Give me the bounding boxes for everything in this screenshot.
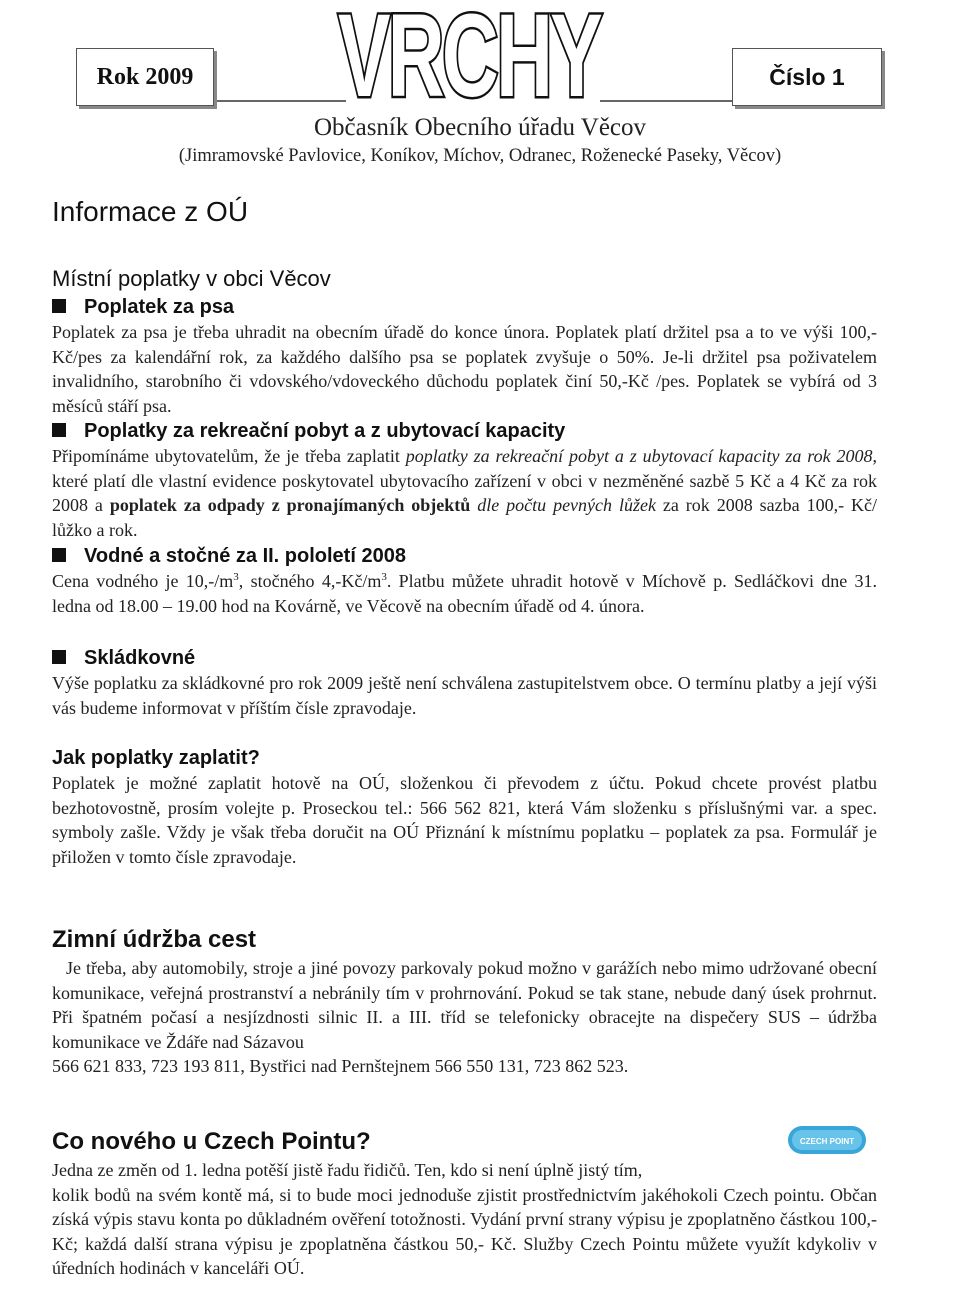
czech-point-logo-text: CZECH POINT [799, 1137, 855, 1146]
dog-fee-block [52, 294, 877, 418]
landfill-fee-title: Skládkovné [84, 647, 196, 669]
recreation-fee-heading [52, 418, 877, 444]
water-fee-text [52, 569, 877, 618]
winter-title: Zimní údržba cest [52, 926, 257, 953]
local-fees-title: Místní poplatky v obci Věcov [52, 266, 331, 291]
landfill-fee-heading [52, 645, 877, 671]
winter-block [52, 956, 877, 1079]
how-to-pay-block [52, 745, 877, 869]
bullet-icon [52, 423, 66, 437]
winter-phones: 566 621 833, 723 193 811, Bystřici nad Pernštejnem 566 550 131, 723 862 523. [52, 1056, 629, 1077]
czech-point-logo-graphic [784, 1120, 870, 1160]
czech-point-logo [784, 1120, 870, 1160]
recreation-text-italic: dle počtu pevných lůžek [477, 495, 656, 516]
recreation-text-italic: poplatky za rekreační pobyt a z ubytovací kapacity za rok 2008 [405, 446, 873, 466]
year-box [76, 48, 214, 106]
winter-text: Je třeba, aby automobily, stroje a jiné povozy parkovaly pokud možno v garážích nebo mimo udržované obecní komunikace, veřejná prostranství a nebránily tím v prohrnování. Pokud se tak stane, nebude daný úsek prohrnut. Při špatném počasí a nesjízdnosti silnic II. a III. tříd se telefonicky obracejte na dispečery SUS – údržba komunikace ve Ždáře nad Sázavou [52, 958, 877, 1052]
how-to-pay-title: Jak poplatky zaplatit? [52, 747, 260, 769]
czech-point-block [52, 1158, 877, 1281]
water-fee-title: Vodné a stočné za II. pololetí 2008 [84, 545, 406, 567]
recreation-fee-text [52, 444, 877, 542]
dog-fee-title: Poplatek za psa [84, 296, 235, 318]
villages-list: (Jimramovské Pavlovice, Koníkov, Míchov, Odranec, Roženecké Paseky, Věcov) [178, 146, 782, 166]
dog-fee-text: Poplatek za psa je třeba uhradit na obecním úřadě do konce února. Poplatek platí držitel psa a to ve výši 100,- Kč/pes za kalendářní rok, za každého dalšího psa se poplatek zvyšuje o 50%. Je-li držitel psa poživatelem invalidního, starobního či vdovského/vdoveckého důchodu poplatek činí 50,-Kč /pes. Poplatek se vybírá od 3 měsíců stáří psa. [52, 322, 877, 416]
year-label: Rok 2009 [96, 63, 194, 90]
bullet-icon [52, 299, 66, 313]
water-text-part: . Platbu můžete uhradit hotově v Míchově p. Sedláčkovi dne 31. ledna od 18.00 – 19.00 hod na Kovárně, ve Věcově na obecním úřadě od 4. února. [52, 571, 878, 616]
recreation-text-bold: poplatek za odpady z pronajímaných objektů [109, 495, 471, 516]
water-fee-heading [52, 543, 877, 569]
recreation-fee-title: Poplatky za rekreační pobyt a z ubytovací kapacity [84, 420, 566, 442]
how-to-pay-text: Poplatek je možné zaplatit hotově na OÚ, složenkou či převodem z účtu. Pokud chcete provést platbu bezhotovostně, prosím volejte p. Proseckou tel.: 566 562 821, která Vám složenku s příslušnými var. a spec. symboly zašle. Vždy je však třeba doručit na OÚ Přiznání k místnímu poplatku – poplatek za psa. Formulář je přiložen v tomto čísle zpravodaje. [52, 773, 877, 867]
issue-label: Číslo 1 [769, 63, 845, 90]
czech-point-text: kolik bodů na svém kontě má, si to bude moci jednoduše zjistit prostřednictvím jakéhokoli Czech pointu. Občan získá výpis stavu konta po důkladném ověření totožnosti. Vydání první strany výpisu je zpoplatněno částkou 100,- Kč; každá další strana výpisu je zpoplatněna částkou 50,- Kč. Služby Czech Pointu můžete využít kdykoliv v úředních hodinách v kanceláři OÚ. [52, 1184, 877, 1279]
section-title-info: Informace z OÚ [52, 196, 249, 227]
recreation-fee-block [52, 418, 877, 542]
landfill-fee-text: Výše poplatku za skládkovné pro rok 2009 ještě není schválena zastupitelstvem obce. O termínu platby a její výši vás budeme informovat v příštím čísle zpravodaje. [52, 673, 877, 718]
czech-point-line1: Jedna ze změn od 1. ledna potěší jistě řadu řidičů. Ten, kdo si není úplně jistý tím, [52, 1160, 643, 1180]
dog-fee-heading [52, 294, 877, 320]
landfill-fee-block [52, 645, 877, 720]
water-fee-block [52, 543, 877, 618]
logo-text: VRCHY [338, 0, 602, 122]
vrchy-logo [334, 0, 604, 122]
recreation-text-part: , které platí dle vlastní evidence poskytovatel ubytovacího zařízení v obci v nezměněné sazbě 5 Kč a 4 Kč za rok 2008 a [52, 446, 877, 516]
bullet-icon [52, 650, 66, 664]
vrchy-logo-graphic [334, 0, 604, 122]
recreation-text-part: Připomínáme ubytovatelům, že je třeba zaplatit [52, 446, 406, 466]
superscript: 3 [233, 571, 239, 583]
water-text-part: Cena vodného je 10,-/m [52, 571, 234, 591]
superscript: 3 [381, 571, 387, 583]
water-text-part: , stočného 4,-Kč/m [238, 571, 382, 591]
subtitle: Občasník Obecního úřadu Věcov [313, 114, 647, 141]
issue-box [732, 48, 882, 106]
recreation-text-part: za rok 2008 sazba 100,- Kč/ lůžko a rok. [52, 495, 877, 540]
czech-point-title: Co nového u Czech Pointu? [52, 1128, 371, 1155]
bullet-icon [52, 548, 66, 562]
